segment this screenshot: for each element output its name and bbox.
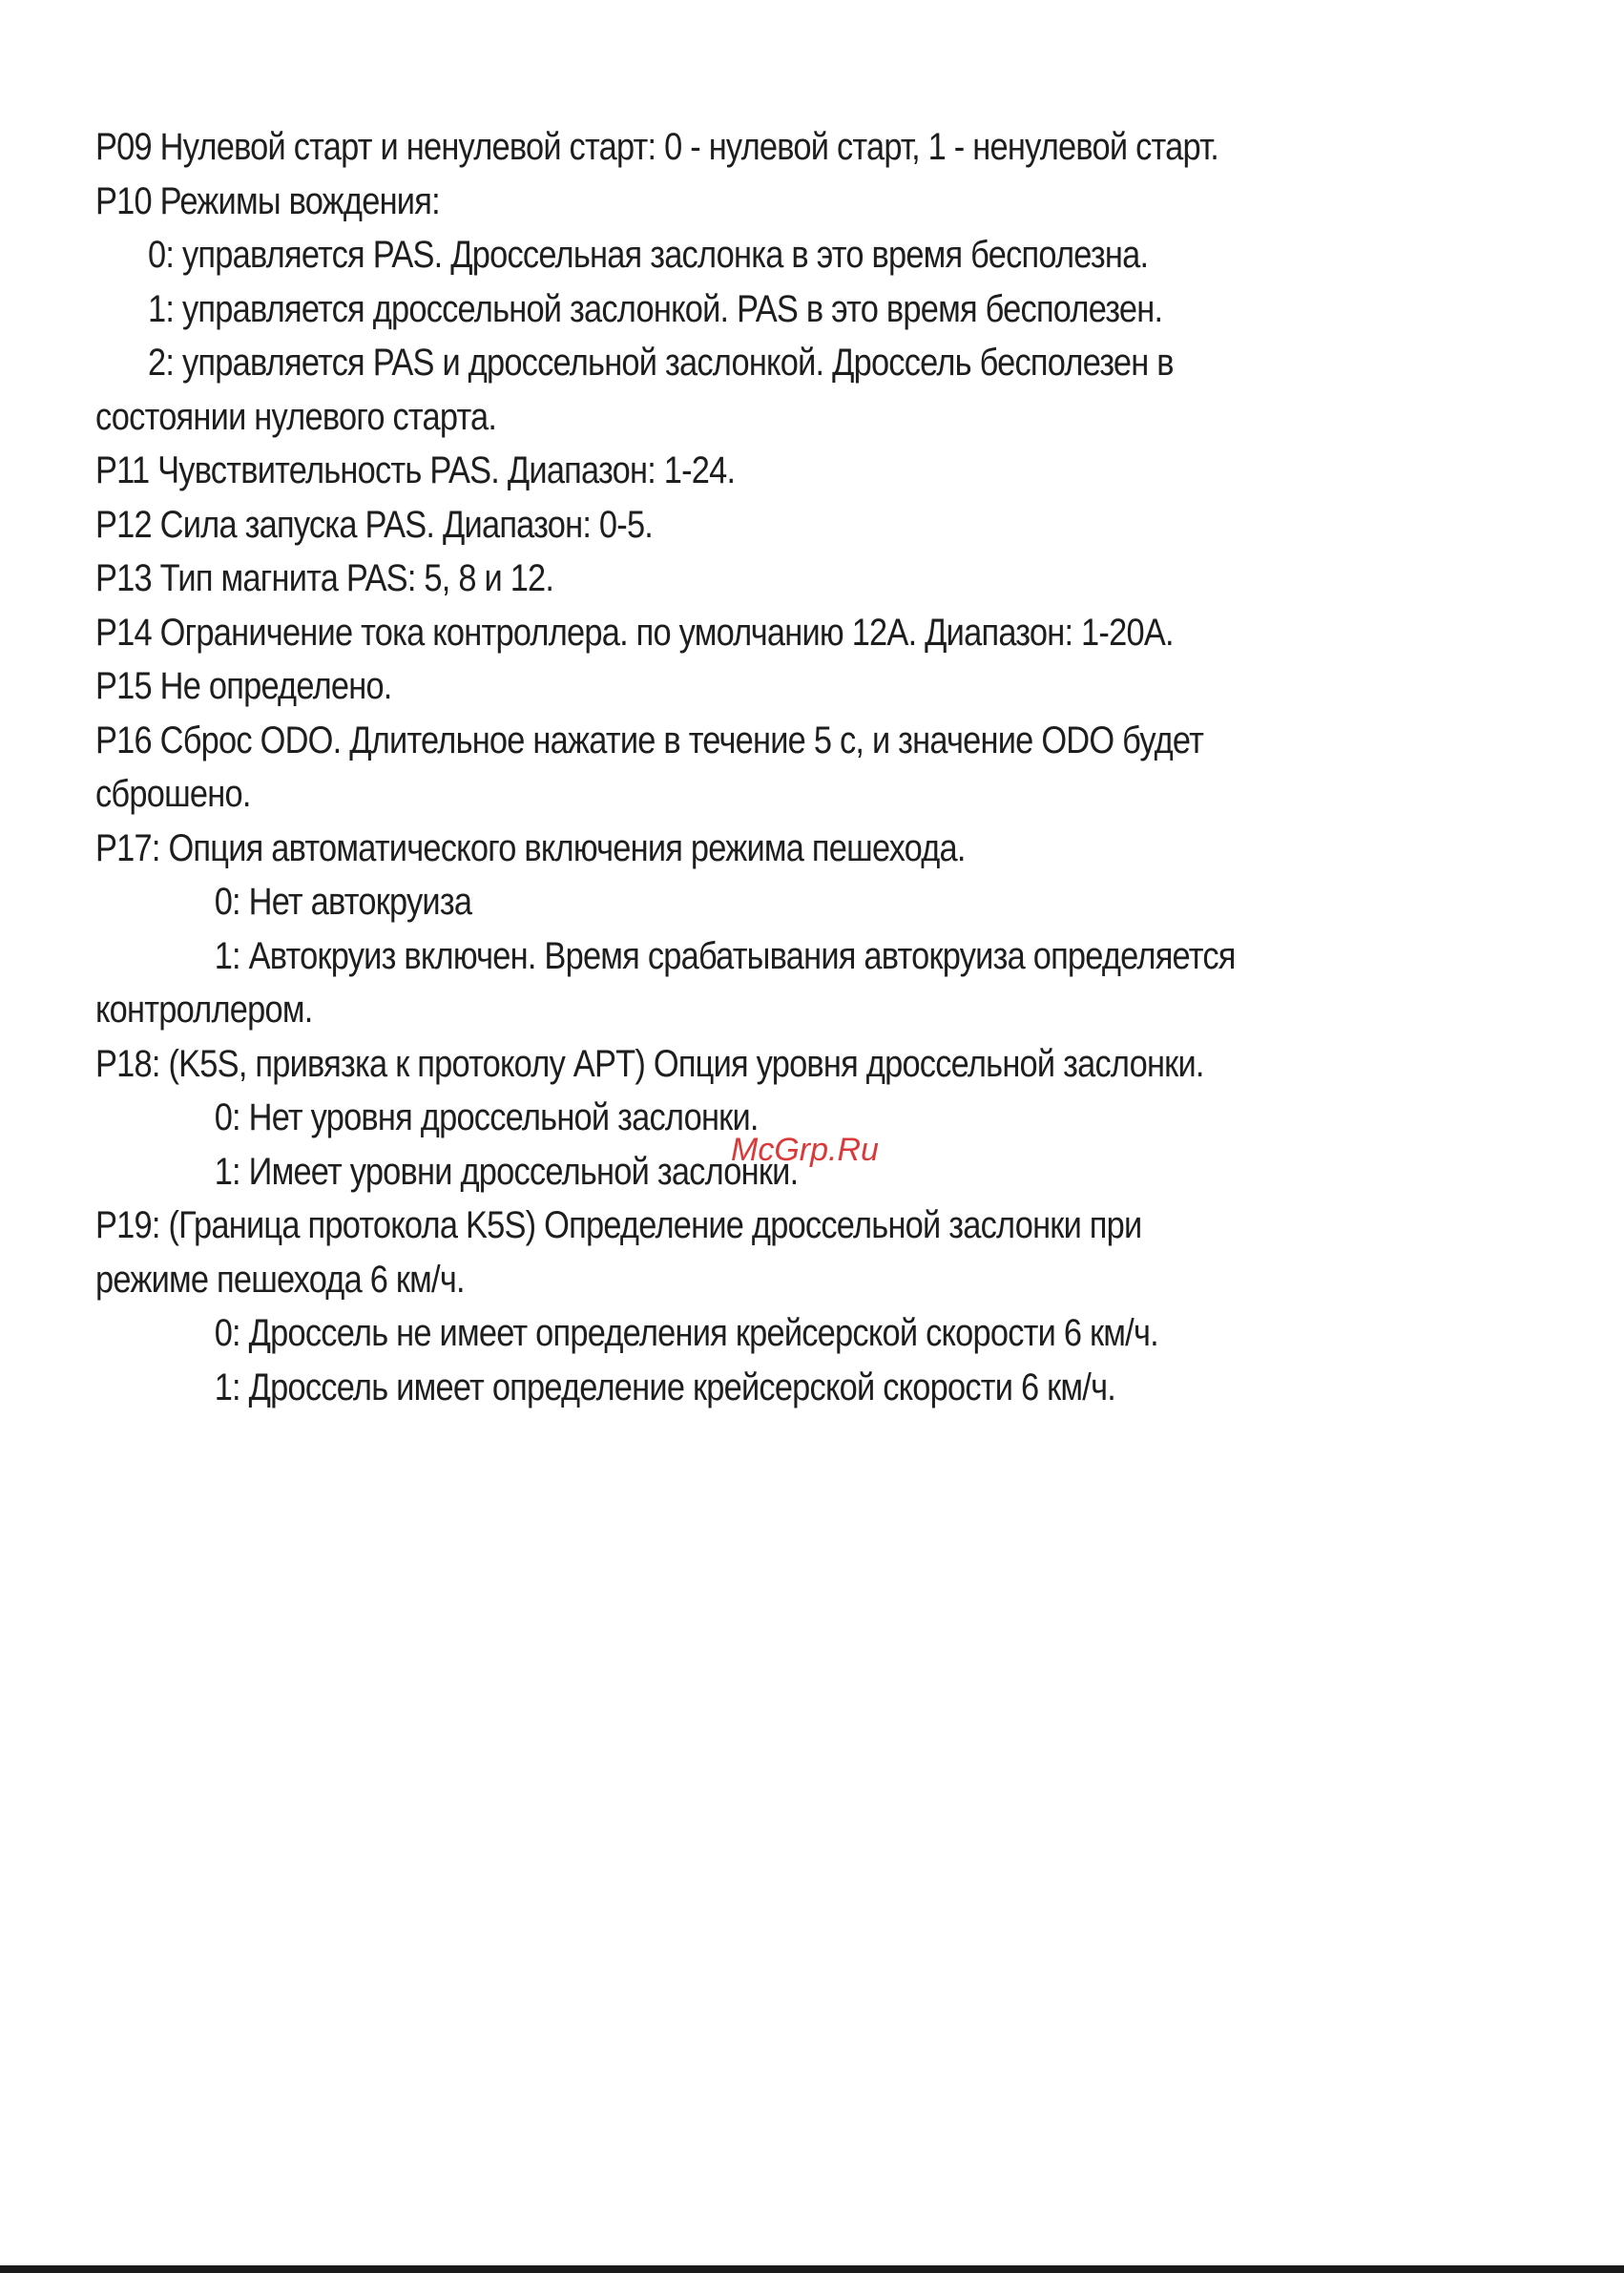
text-line-p16: P16 Сброс ODO. Длительное нажатие в течение 5 с, и значение ODO будет [95, 719, 1204, 761]
text-line-p17: P17: Опция автоматического включения режима пешехода. [95, 826, 966, 869]
watermark: McGrp.Ru [731, 1132, 879, 1168]
text-line-p09: P09 Нулевой старт и ненулевой старт: 0 - нулевой старт, 1 - ненулевой старт. [95, 126, 1219, 168]
text-line-p17-option-1-cont: контроллером. [95, 989, 313, 1031]
document-body [95, 120, 1376, 1414]
text-line-p18-option-1: 1: Имеет уровни дроссельной заслонки. [214, 1150, 799, 1193]
text-line-p19-cont: режиме пешехода 6 км/ч. [95, 1258, 465, 1301]
text-line-p11: P11 Чувствительность PAS. Диапазон: 1-24. [95, 449, 736, 491]
text-line-p19-option-1: 1: Дроссель имеет определение крейсерской скорости 6 км/ч. [214, 1366, 1116, 1408]
bottom-border [0, 2265, 1624, 2273]
text-line-p10-option-1: 1: управляется дроссельной заслонкой. PAS в это время бесполезен. [148, 287, 1163, 330]
text-line-p13: P13 Тип магнита PAS: 5, 8 и 12. [95, 557, 554, 599]
text-line-p10-option-0: 0: управляется PAS. Дроссельная заслонка в это время бесполезна. [148, 234, 1149, 276]
text-line-p17-option-1: 1: Автокруиз включен. Время срабатывания автокруиза определяется [214, 934, 1236, 977]
text-line-p12: P12 Сила запуска PAS. Диапазон: 0-5. [95, 503, 654, 546]
text-line-p10-option-2: 2: управляется PAS и дроссельной заслонкой. Дроссель бесполезен в [148, 342, 1174, 384]
text-line-p18-option-0: 0: Нет уровня дроссельной заслонки. [214, 1096, 759, 1138]
text-line-p10: P10 Режимы вождения: [95, 179, 440, 222]
text-line-p14: P14 Ограничение тока контроллера. по умолчанию 12A. Диапазон: 1-20A. [95, 611, 1174, 654]
text-line-p19: P19: (Граница протокола K5S) Определение дроссельной заслонки при [95, 1204, 1142, 1246]
text-line-p15: P15 Не определено. [95, 665, 392, 707]
text-line-p19-option-0: 0: Дроссель не имеет определения крейсерской скорости 6 км/ч. [214, 1312, 1158, 1354]
text-line-p10-option-2-cont: состоянии нулевого старта. [95, 395, 497, 438]
text-line-p17-option-0: 0: Нет автокруиза [214, 881, 472, 923]
text-line-p18: P18: (K5S, привязка к протоколу APT) Опция уровня дроссельной заслонки. [95, 1042, 1204, 1085]
text-line-p16-cont: сброшено. [95, 773, 251, 815]
